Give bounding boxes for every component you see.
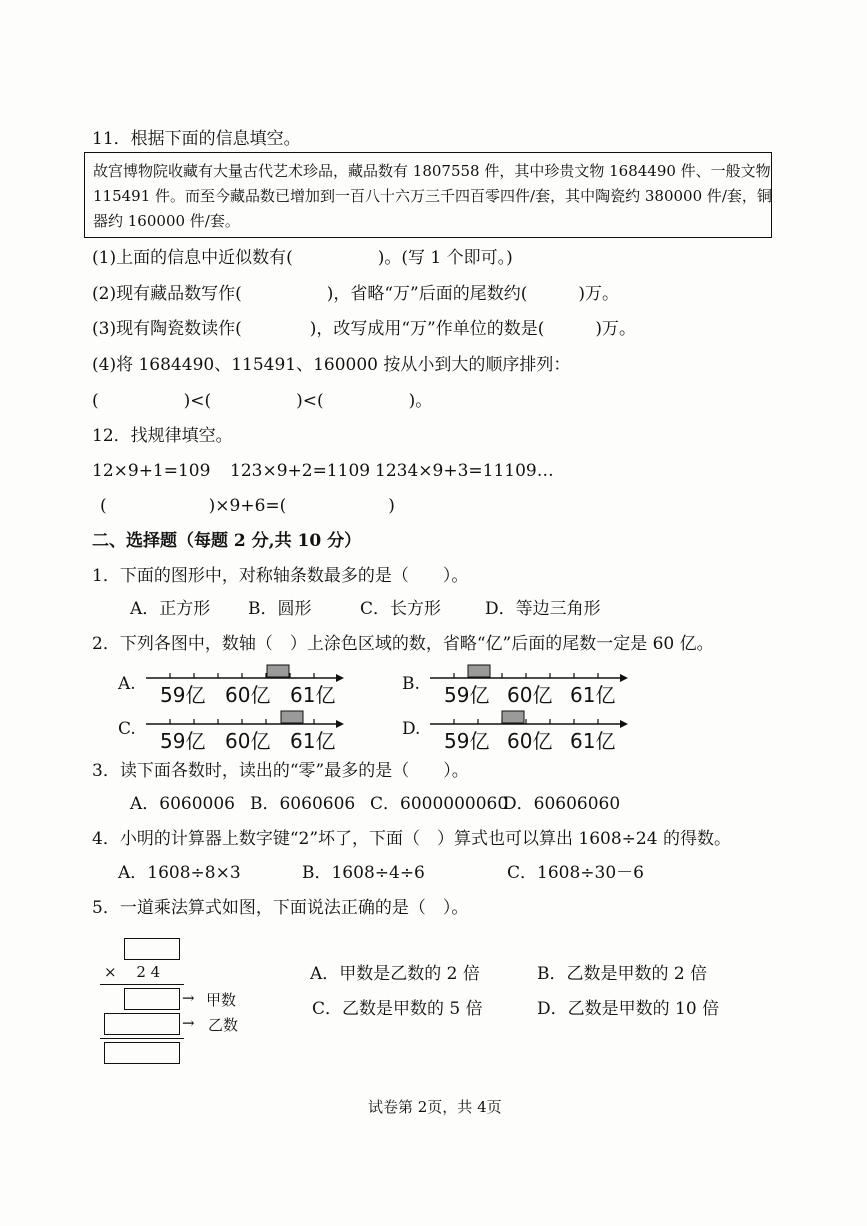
partial-product-box-jia	[124, 988, 180, 1010]
mc5-option-a[interactable]: A．甲数是乙数的 2 倍	[310, 964, 480, 984]
mc3-stem: 3．读下面各数时，读出的“零”最多的是（ ）。	[92, 761, 469, 781]
q11-info-line: 故宫博物院收藏有大量古代艺术珍品，藏品数有 1807558 件，其中珍贵文物 1684490 件、一般文物	[93, 162, 771, 180]
mc3-option-b[interactable]: B．6060606	[250, 794, 356, 814]
mc2-option-a-label[interactable]: A.	[118, 674, 136, 694]
q11-part1: (1)上面的信息中近似数有( )。(写 1 个即可。)	[92, 248, 513, 268]
q11-title: 11．根据下面的信息填空。	[92, 129, 301, 149]
mc4-option-a[interactable]: A．1608÷8×3	[118, 863, 241, 883]
page-footer: 试卷第 2页，共 4页	[368, 1098, 502, 1116]
q11-part2: (2)现有藏品数写作( )，省略“万”后面的尾数约( )万。	[92, 284, 619, 304]
mc4-option-c[interactable]: C．1608÷30－6	[507, 863, 644, 883]
tick-label-60: 60亿	[225, 683, 271, 707]
q11-info-line: 115491 件。而至今藏品数已增加到一百八十六万三千四百零四件/套，其中陶瓷约 380000 件/套，铜	[93, 187, 772, 205]
arrow-right-icon: →	[182, 1014, 195, 1032]
mc1-option-d[interactable]: D．等边三角形	[485, 599, 601, 619]
mc4-stem: 4．小明的计算器上数字键“2”坏了，下面（ ）算式也可以算出 1608÷24 的得数。	[92, 829, 731, 849]
mc2-stem: 2．下列各图中，数轴（ ）上涂色区域的数，省略“亿”后面的尾数一定是 60 亿。	[92, 634, 714, 654]
q12-eq2: 123×9+2=1109	[230, 461, 371, 481]
tick-label-61: 61亿	[290, 729, 336, 753]
tick-label-59: 59亿	[444, 683, 490, 707]
mc3-option-c[interactable]: C．6000000060	[370, 794, 509, 814]
mc5-option-b[interactable]: B．乙数是甲数的 2 倍	[537, 964, 708, 984]
q12-eq4: ( )×9+6=( )	[100, 496, 395, 516]
mc1-option-a[interactable]: A．正方形	[130, 599, 211, 619]
tick-label-61: 61亿	[290, 683, 336, 707]
mc5-stem: 5．一道乘法算式如图，下面说法正确的是（ ）。	[92, 898, 469, 918]
mc1-option-b[interactable]: B．圆形	[248, 599, 312, 619]
tick-label-61: 61亿	[570, 729, 616, 753]
q11-info-box	[84, 152, 772, 238]
arrow-right-icon: →	[182, 989, 195, 1007]
multiplication-rule-bottom	[100, 1038, 184, 1039]
tick-label-60: 60亿	[507, 729, 553, 753]
tick-label-60: 60亿	[507, 683, 553, 707]
multiplicand-box	[124, 938, 180, 960]
tick-label-59: 59亿	[160, 683, 206, 707]
partial-product-box-yi	[104, 1013, 180, 1035]
tick-label-59: 59亿	[160, 729, 206, 753]
mc2-option-b-label[interactable]: B.	[402, 674, 420, 694]
mc5-option-d[interactable]: D．乙数是甲数的 10 倍	[537, 999, 720, 1019]
q11-part4: (4)将 1684490、115491、160000 按从小到大的顺序排列：	[92, 355, 571, 375]
q11-part3: (3)现有陶瓷数读作( )，改写成用“万”作单位的数是( )万。	[92, 319, 636, 339]
label-yi: 乙数	[208, 1016, 239, 1034]
tick-label-59: 59亿	[444, 729, 490, 753]
q11-part4-blanks: ( )<( )<( )。	[92, 391, 433, 411]
tick-label-60: 60亿	[225, 729, 271, 753]
q12-eq3: 1234×9+3=11109…	[375, 461, 554, 481]
product-box	[104, 1042, 180, 1064]
mc2-option-d-label[interactable]: D.	[402, 719, 421, 739]
section2-title: 二、选择题（每题 2 分,共 10 分）	[92, 531, 362, 551]
mc1-option-c[interactable]: C．长方形	[360, 599, 442, 619]
label-jia: 甲数	[206, 991, 237, 1009]
multiplier-text: × 2 4	[104, 963, 161, 981]
q12-eq1: 12×9+1=109	[92, 461, 211, 481]
mc3-option-a[interactable]: A．6060006	[130, 794, 235, 814]
mc1-stem: 1．下面的图形中，对称轴条数最多的是（ ）。	[92, 566, 469, 586]
q11-info-line: 器约 160000 件/套。	[93, 212, 240, 230]
q12-title: 12．找规律填空。	[92, 426, 233, 446]
mc2-option-c-label[interactable]: C.	[118, 719, 136, 739]
tick-label-61: 61亿	[570, 683, 616, 707]
mc3-option-d[interactable]: D．60606060	[503, 794, 621, 814]
multiplication-rule-top	[100, 984, 184, 985]
mc5-option-c[interactable]: C．乙数是甲数的 5 倍	[312, 999, 483, 1019]
mc4-option-b[interactable]: B．1608÷4÷6	[302, 863, 425, 883]
